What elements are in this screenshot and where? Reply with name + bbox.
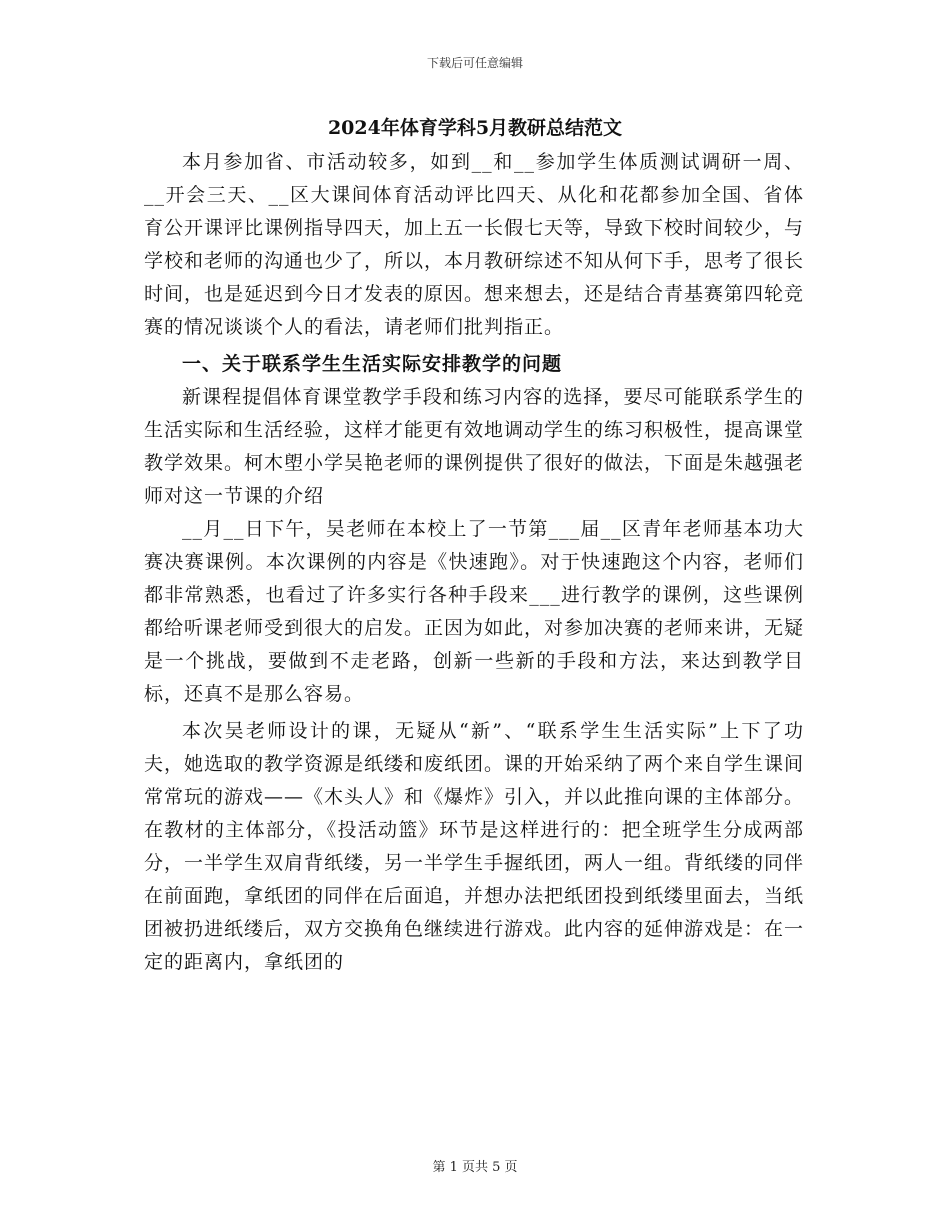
document-body (144, 146, 804, 979)
section-heading: 一、关于联系学生生活实际安排教学的问题 (182, 353, 563, 375)
paragraph-intro: 本月参加省、市活动较多，如到__和__参加学生体质测试调研一周、__开会三天、__区大课间体育活动评比四天、从化和花都参加全国、省体育公开课评比课例指导四天，加上五一长假七天等，导致下校时间较少，与学校和老师的沟通也少了，所以，本月教研综述不知从何下手，思考了很长时间，也是延迟到今日才发表的原因。想来想去，还是结合青基赛第四轮竞赛的情况谈谈个人的看法，请老师们批判指正。 (144, 151, 805, 338)
paragraph-lesson-design: 本次吴老师设计的课，无疑从“新”、“联系学生生活实际”上下了功夫，她选取的教学资源是纸缕和废纸团。课的开始采纳了两个来自学生课间常常玩的游戏——《木头人》和《爆炸》引入，并以此推向课的主体部分。在教材的主体部分，《投活动篮》环节是这样进行的：把全班学生分成两部分，一半学生双肩背纸缕，另一半学生手握纸团，两人一组。背纸缕的同伴在前面跑，拿纸团的同伴在后面追，并想办法把纸团投到纸缕里面去，当纸团被扔进纸缕后，双方交换角色继续进行游戏。此内容的延伸游戏是：在一定的距离内，拿纸团的 (144, 720, 805, 973)
page-footer: 第 1 页共 5 页 (432, 1160, 518, 1175)
document-title: 2024年体育学科5月教研总结范文 (327, 117, 623, 139)
header-note: 下载后可任意编辑 (426, 56, 523, 70)
paragraph-curriculum: 新课程提倡体育课堂教学手段和练习内容的选择，要尽可能联系学生的生活实际和生活经验，这样才能更有效地调动学生的练习积极性，提高课堂教学效果。柯木塱小学吴艳老师的课例提供了很好的做法，下面是朱越强老师对这一节课的介绍 (144, 386, 805, 507)
paragraph-lesson-intro: __月__日下午，吴老师在本校上了一节第___届__区青年老师基本功大赛决赛课例。本次课例的内容是《快速跑》。对于快速跑这个内容，老师们都非常熟悉，也看过了许多实行各种手段来___进行教学的课例，这些课例都给听课老师受到很大的启发。正因为如此，对参加决赛的老师来讲，无疑是一个挑战，要做到不走老路，创新一些新的手段和方法，来达到教学目标，还真不是那么容易。 (144, 518, 805, 705)
